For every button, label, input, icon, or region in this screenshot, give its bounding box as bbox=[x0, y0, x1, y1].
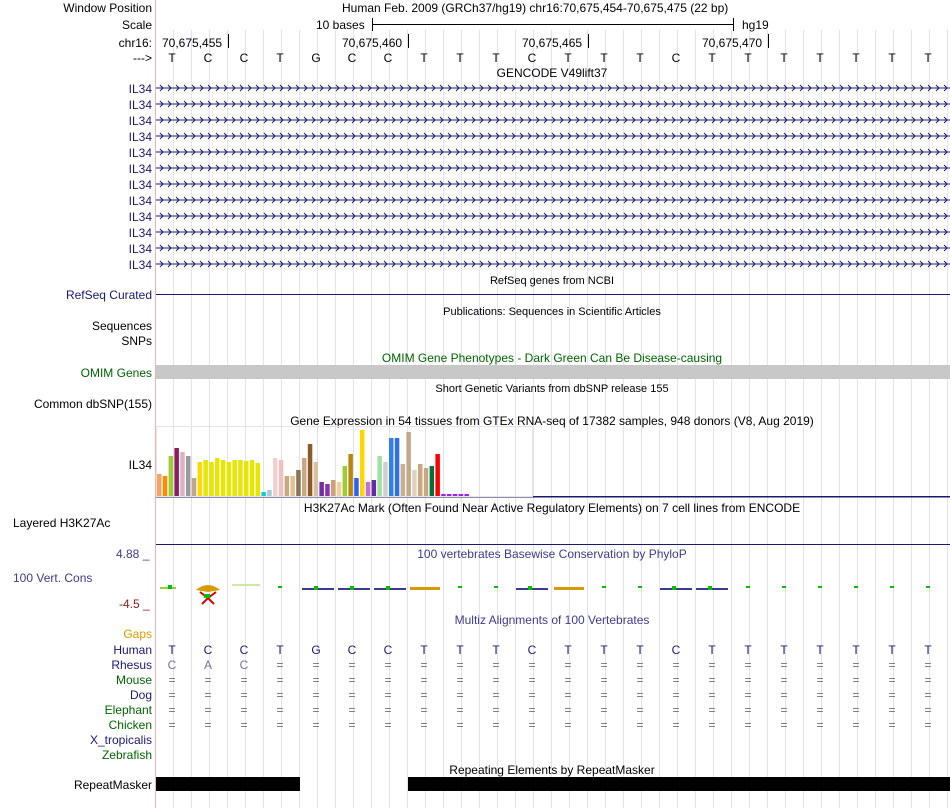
multiz-base: = bbox=[564, 658, 572, 672]
multiz-base: = bbox=[492, 658, 500, 672]
gtex-bar[interactable] bbox=[453, 494, 458, 496]
multiz-base: = bbox=[312, 658, 320, 672]
gencode-transcript-label[interactable]: IL34 bbox=[128, 210, 152, 224]
multiz-base: = bbox=[240, 688, 248, 702]
multiz-base: = bbox=[924, 688, 932, 702]
publications-title: Publications: Sequences in Scientific Articles bbox=[443, 306, 661, 318]
multiz-base: T bbox=[816, 643, 824, 657]
gtex-bar[interactable] bbox=[360, 430, 365, 496]
refseq-label[interactable]: RefSeq Curated bbox=[65, 288, 152, 302]
multiz-base: = bbox=[240, 718, 248, 732]
gtex-bar[interactable] bbox=[319, 482, 324, 496]
transcript-arrows[interactable] bbox=[0, 0, 950, 300]
multiz-base: = bbox=[384, 688, 392, 702]
gtex-bar[interactable] bbox=[238, 460, 243, 496]
gtex-bar[interactable] bbox=[174, 448, 179, 496]
base-letter: C bbox=[347, 51, 357, 65]
multiz-base: = bbox=[420, 718, 428, 732]
multiz-base: = bbox=[708, 718, 716, 732]
gtex-bar[interactable] bbox=[186, 456, 191, 496]
gencode-transcript-label[interactable]: IL34 bbox=[128, 178, 152, 192]
gtex-bar[interactable] bbox=[372, 480, 377, 496]
gtex-bar[interactable] bbox=[267, 490, 272, 496]
multiz-base: C bbox=[347, 643, 357, 657]
multiz-base: = bbox=[492, 688, 500, 702]
multiz-base: = bbox=[384, 673, 392, 687]
base-letter: C bbox=[527, 51, 537, 65]
gtex-bar[interactable] bbox=[203, 460, 208, 496]
gtex-bar[interactable] bbox=[406, 432, 411, 496]
multiz-base: = bbox=[456, 688, 464, 702]
repeatmasker-title: Repeating Elements by RepeatMasker bbox=[449, 763, 655, 777]
gtex-bar[interactable] bbox=[256, 463, 261, 496]
gtex-bar[interactable] bbox=[395, 438, 400, 496]
multiz-species-label[interactable]: Elephant bbox=[104, 703, 152, 717]
base-letter: T bbox=[564, 51, 572, 65]
multiz-base: = bbox=[348, 703, 356, 717]
multiz-base: = bbox=[636, 703, 644, 717]
multiz-species-label[interactable]: Chicken bbox=[108, 718, 152, 732]
multiz-base: = bbox=[816, 718, 824, 732]
multiz-base: = bbox=[600, 673, 608, 687]
gtex-bar[interactable] bbox=[383, 462, 388, 496]
multiz-base: = bbox=[564, 673, 572, 687]
base-letter: C bbox=[671, 51, 681, 65]
gtex-bar[interactable] bbox=[366, 482, 371, 496]
multiz-base: T bbox=[780, 643, 788, 657]
multiz-base: G bbox=[311, 643, 321, 657]
scale-value: 10 bases bbox=[316, 18, 365, 32]
base-letter: T bbox=[816, 51, 824, 65]
gtex-bar[interactable] bbox=[273, 458, 278, 496]
refseq-title: RefSeq genes from NCBI bbox=[489, 275, 615, 287]
gencode-transcript-label[interactable]: IL34 bbox=[128, 146, 152, 160]
gtex-bar[interactable] bbox=[348, 454, 353, 496]
multiz-base: = bbox=[384, 658, 392, 672]
multiz-base: = bbox=[492, 718, 500, 732]
multiz-base: = bbox=[636, 688, 644, 702]
dbsnp-label[interactable]: Common dbSNP(155) bbox=[33, 397, 152, 411]
h3k27ac-label[interactable]: Layered H3K27Ac bbox=[13, 516, 111, 530]
multiz-base: = bbox=[708, 673, 716, 687]
multiz-base: = bbox=[456, 658, 464, 672]
multiz-base: = bbox=[204, 718, 212, 732]
phylop-label[interactable]: 100 Vert. Cons bbox=[13, 571, 93, 585]
gtex-bar[interactable] bbox=[441, 494, 446, 496]
assembly-label: hg19 bbox=[742, 18, 769, 32]
multiz-base: T bbox=[420, 643, 428, 657]
gencode-transcript-label[interactable]: IL34 bbox=[128, 194, 152, 208]
multiz-base: T bbox=[276, 643, 284, 657]
gtex-bar[interactable] bbox=[412, 470, 417, 496]
base-letter: T bbox=[456, 51, 464, 65]
multiz-base: = bbox=[420, 688, 428, 702]
multiz-base: C bbox=[203, 643, 213, 657]
gtex-bar[interactable] bbox=[227, 462, 232, 496]
gtex-bar[interactable] bbox=[314, 462, 319, 496]
gtex-bar[interactable] bbox=[198, 462, 203, 496]
multiz-base: = bbox=[456, 673, 464, 687]
gtex-bar[interactable] bbox=[290, 476, 295, 496]
base-letter: T bbox=[420, 51, 428, 65]
multiz-gaps-label[interactable]: Gaps bbox=[123, 627, 152, 641]
base-letter: G bbox=[311, 51, 321, 65]
multiz-base: = bbox=[744, 673, 752, 687]
multiz-base: = bbox=[564, 703, 572, 717]
multiz-base: = bbox=[348, 658, 356, 672]
multiz-base: T bbox=[708, 643, 716, 657]
gtex-bar[interactable] bbox=[221, 460, 226, 496]
window-position-value: Human Feb. 2009 (GRCh37/hg19) chr16:70,675,454-70,675,475 (22 bp) bbox=[342, 1, 729, 15]
repeat-element[interactable] bbox=[408, 777, 950, 791]
tick-label: 70,675,465 bbox=[522, 36, 583, 50]
base-letter: T bbox=[888, 51, 896, 65]
window-position-label[interactable]: Window Position bbox=[63, 1, 152, 15]
multiz-base: = bbox=[312, 718, 320, 732]
multiz-base: = bbox=[456, 718, 464, 732]
multiz-base: = bbox=[708, 703, 716, 717]
gtex-bar[interactable] bbox=[389, 438, 394, 496]
multiz-base: = bbox=[312, 703, 320, 717]
gtex-bar[interactable] bbox=[215, 458, 220, 496]
gtex-bar[interactable] bbox=[430, 466, 435, 496]
gencode-transcript-label[interactable]: IL34 bbox=[128, 114, 152, 128]
multiz-base: = bbox=[420, 703, 428, 717]
gtex-bar[interactable] bbox=[169, 456, 174, 496]
publications-snps-label[interactable]: SNPs bbox=[121, 334, 152, 348]
phylop-max-label: 4.88 _ bbox=[116, 547, 150, 561]
base-letter: T bbox=[636, 51, 644, 65]
multiz-base: = bbox=[312, 688, 320, 702]
tick-label: 70,675,460 bbox=[342, 36, 403, 50]
base-letter: T bbox=[168, 51, 176, 65]
gencode-transcript-label[interactable]: IL34 bbox=[128, 258, 152, 272]
multiz-base: T bbox=[168, 643, 176, 657]
gtex-bar[interactable] bbox=[459, 494, 464, 496]
multiz-base: = bbox=[420, 673, 428, 687]
multiz-base: = bbox=[888, 718, 896, 732]
base-letter: C bbox=[383, 51, 393, 65]
gtex-bar[interactable] bbox=[337, 482, 342, 496]
multiz-base: = bbox=[276, 673, 284, 687]
multiz-base: = bbox=[348, 688, 356, 702]
repeat-element[interactable] bbox=[156, 777, 300, 791]
multiz-base: = bbox=[888, 703, 896, 717]
multiz-base: = bbox=[276, 688, 284, 702]
multiz-base: = bbox=[816, 658, 824, 672]
gtex-bar[interactable] bbox=[325, 484, 330, 496]
gtex-bar[interactable] bbox=[418, 464, 423, 496]
base-letter: T bbox=[600, 51, 608, 65]
multiz-base: T bbox=[852, 643, 860, 657]
multiz-base: = bbox=[168, 673, 176, 687]
multiz-base: = bbox=[780, 703, 788, 717]
multiz-base: = bbox=[312, 673, 320, 687]
multiz-base: = bbox=[744, 658, 752, 672]
multiz-base: = bbox=[384, 718, 392, 732]
multiz-species-label[interactable]: Human bbox=[113, 643, 152, 657]
multiz-base: = bbox=[852, 718, 860, 732]
gtex-bar[interactable] bbox=[250, 460, 255, 496]
multiz-species-label[interactable]: Rhesus bbox=[111, 658, 152, 672]
gtex-chart[interactable] bbox=[156, 426, 950, 498]
omim-label[interactable]: OMIM Genes bbox=[80, 366, 152, 380]
multiz-base: = bbox=[780, 673, 788, 687]
multiz-base: = bbox=[168, 688, 176, 702]
multiz-base: = bbox=[708, 658, 716, 672]
multiz-base: = bbox=[816, 673, 824, 687]
multiz-base: = bbox=[852, 658, 860, 672]
refseq-line[interactable] bbox=[156, 294, 950, 295]
multiz-base: = bbox=[636, 658, 644, 672]
gtex-bar[interactable] bbox=[285, 476, 290, 496]
multiz-base: = bbox=[348, 673, 356, 687]
multiz-base: = bbox=[852, 688, 860, 702]
multiz-base: T bbox=[600, 643, 608, 657]
multiz-base: T bbox=[888, 643, 896, 657]
gencode-transcript-label[interactable]: IL34 bbox=[128, 226, 152, 240]
multiz-species-label[interactable]: Mouse bbox=[115, 673, 152, 687]
gtex-bar[interactable] bbox=[464, 494, 469, 496]
multiz-base: = bbox=[672, 703, 680, 717]
base-letter: T bbox=[276, 51, 284, 65]
multiz-base: = bbox=[780, 688, 788, 702]
multiz-base: C bbox=[383, 643, 393, 657]
gtex-bar[interactable] bbox=[296, 470, 301, 496]
gtex-bar[interactable] bbox=[261, 492, 266, 496]
multiz-base: = bbox=[204, 688, 212, 702]
gtex-bar[interactable] bbox=[435, 454, 440, 496]
gtex-title: Gene Expression in 54 tissues from GTEx RNA-seq of 17382 samples, 948 donors (V8, Aug 2019) bbox=[290, 414, 814, 428]
multiz-base: = bbox=[888, 673, 896, 687]
multiz-base: = bbox=[204, 673, 212, 687]
multiz-base: = bbox=[924, 703, 932, 717]
multiz-base: = bbox=[924, 658, 932, 672]
multiz-base: = bbox=[744, 703, 752, 717]
multiz-base: = bbox=[600, 703, 608, 717]
h3k27ac-title: H3K27Ac Mark (Often Found Near Active Regulatory Elements) on 7 cell lines from ENCODE bbox=[303, 501, 801, 515]
gencode-transcript-label[interactable]: IL34 bbox=[128, 98, 152, 112]
multiz-base: = bbox=[492, 703, 500, 717]
dbsnp-title: Short Genetic Variants from dbSNP release 155 bbox=[435, 383, 669, 395]
multiz-base: C bbox=[527, 643, 537, 657]
multiz-base: T bbox=[564, 643, 572, 657]
repeatmasker-label[interactable]: RepeatMasker bbox=[73, 778, 152, 792]
multiz-base: = bbox=[816, 688, 824, 702]
phylop-min-label: -4.5 _ bbox=[119, 597, 150, 611]
gtex-bar[interactable] bbox=[232, 460, 237, 496]
multiz-base: = bbox=[492, 673, 500, 687]
multiz-base: = bbox=[636, 718, 644, 732]
multiz-base: = bbox=[708, 688, 716, 702]
gtex-label[interactable]: IL34 bbox=[128, 458, 152, 472]
multiz-base: = bbox=[240, 703, 248, 717]
phylop-bar bbox=[160, 584, 930, 604]
publications-sequences-label[interactable]: Sequences bbox=[91, 319, 152, 333]
multiz-base: = bbox=[924, 673, 932, 687]
multiz-base: = bbox=[816, 703, 824, 717]
base-letter: C bbox=[239, 51, 249, 65]
gtex-bar[interactable] bbox=[424, 468, 429, 496]
multiz-base: = bbox=[528, 688, 536, 702]
scale-label[interactable]: Scale bbox=[121, 18, 152, 32]
multiz-base: = bbox=[240, 673, 248, 687]
phylop-wiggle[interactable] bbox=[156, 578, 950, 608]
multiz-base: = bbox=[600, 688, 608, 702]
multiz-base: = bbox=[780, 658, 788, 672]
multiz-base: = bbox=[528, 658, 536, 672]
tick-label: 70,675,455 bbox=[162, 36, 223, 50]
gtex-bar[interactable] bbox=[354, 478, 359, 496]
multiz-base: = bbox=[276, 703, 284, 717]
multiz-base: T bbox=[456, 643, 464, 657]
gtex-bar[interactable] bbox=[331, 480, 336, 496]
gtex-bar[interactable] bbox=[180, 452, 185, 496]
base-letter: T bbox=[744, 51, 752, 65]
multiz-base: = bbox=[528, 718, 536, 732]
multiz-base: = bbox=[744, 718, 752, 732]
multiz-species-label[interactable]: Zebrafish bbox=[101, 748, 152, 762]
gtex-bar[interactable] bbox=[279, 460, 284, 496]
multiz-base: = bbox=[888, 688, 896, 702]
gencode-transcript-label[interactable]: IL34 bbox=[128, 242, 152, 256]
multiz-base: = bbox=[168, 718, 176, 732]
gtex-bar[interactable] bbox=[302, 458, 307, 496]
multiz-base: = bbox=[744, 688, 752, 702]
multiz-base: = bbox=[672, 688, 680, 702]
multiz-base: = bbox=[564, 688, 572, 702]
omim-title: OMIM Gene Phenotypes - Dark Green Can Be Disease-causing bbox=[381, 351, 723, 365]
multiz-base: = bbox=[600, 658, 608, 672]
multiz-base: = bbox=[888, 658, 896, 672]
base-letter: T bbox=[852, 51, 860, 65]
gencode-transcript-label[interactable]: IL34 bbox=[128, 82, 152, 96]
multiz-base: C bbox=[239, 643, 249, 657]
multiz-base: = bbox=[852, 673, 860, 687]
multiz-base: = bbox=[348, 718, 356, 732]
multiz-base: = bbox=[276, 658, 284, 672]
multiz-base: = bbox=[276, 718, 284, 732]
multiz-base: T bbox=[492, 643, 500, 657]
multiz-base: = bbox=[672, 658, 680, 672]
multiz-base: T bbox=[744, 643, 752, 657]
phylop-title: 100 vertebrates Basewise Conservation by PhyloP bbox=[417, 547, 687, 561]
chrom-label[interactable]: chr16: bbox=[118, 36, 152, 50]
multiz-base: = bbox=[204, 703, 212, 717]
gtex-bar[interactable] bbox=[163, 476, 168, 496]
multiz-base: = bbox=[384, 703, 392, 717]
multiz-species-label[interactable]: X_tropicalis bbox=[89, 733, 152, 747]
multiz-base: = bbox=[528, 673, 536, 687]
multiz-species-label[interactable]: Dog bbox=[129, 688, 152, 702]
multiz-base: C bbox=[167, 658, 177, 672]
strand-label[interactable]: ---> bbox=[133, 51, 152, 65]
gencode-transcript-label[interactable]: IL34 bbox=[128, 162, 152, 176]
multiz-base: = bbox=[528, 703, 536, 717]
gtex-bar[interactable] bbox=[244, 461, 249, 496]
base-letter: T bbox=[780, 51, 788, 65]
gencode-title: GENCODE V49lift37 bbox=[496, 66, 608, 80]
base-letter: T bbox=[708, 51, 716, 65]
multiz-base: T bbox=[636, 643, 644, 657]
base-letter: C bbox=[203, 51, 213, 65]
multiz-base: = bbox=[672, 673, 680, 687]
multiz-base: = bbox=[456, 703, 464, 717]
multiz-base: = bbox=[420, 658, 428, 672]
gtex-bar[interactable] bbox=[157, 474, 162, 496]
gencode-transcript-label[interactable]: IL34 bbox=[128, 130, 152, 144]
multiz-base: = bbox=[852, 703, 860, 717]
gtex-bar[interactable] bbox=[209, 462, 214, 496]
base-letter: T bbox=[492, 51, 500, 65]
multiz-base: C bbox=[671, 643, 681, 657]
multiz-title: Multiz Alignments of 100 Vertebrates bbox=[454, 613, 650, 627]
multiz-base: = bbox=[564, 718, 572, 732]
multiz-base: = bbox=[672, 718, 680, 732]
multiz-base: = bbox=[636, 673, 644, 687]
base-letter: T bbox=[924, 51, 932, 65]
gtex-bar[interactable] bbox=[401, 464, 406, 496]
tick-label: 70,675,470 bbox=[702, 36, 763, 50]
multiz-base: T bbox=[924, 643, 932, 657]
multiz-base: = bbox=[924, 718, 932, 732]
multiz-base: A bbox=[203, 658, 213, 672]
omim-bar[interactable] bbox=[156, 365, 950, 379]
gtex-bar[interactable] bbox=[447, 494, 452, 496]
multiz-base: C bbox=[239, 658, 249, 672]
multiz-base: = bbox=[780, 718, 788, 732]
gtex-bar[interactable] bbox=[308, 444, 313, 496]
multiz-base: = bbox=[600, 718, 608, 732]
gtex-bar[interactable] bbox=[192, 478, 197, 496]
gtex-bar[interactable] bbox=[343, 466, 348, 496]
h3k27ac-baseline bbox=[156, 544, 950, 545]
multiz-base: = bbox=[168, 703, 176, 717]
gtex-bar[interactable] bbox=[377, 456, 382, 496]
